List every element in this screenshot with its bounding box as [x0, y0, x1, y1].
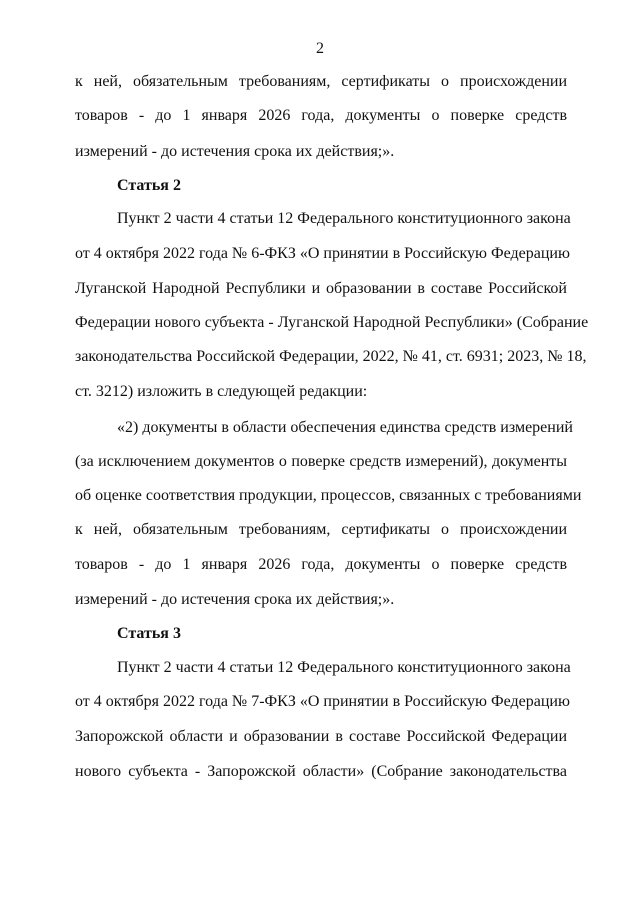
- top-fragment-line-3: измерений - до истечения срока их действия;».: [75, 143, 395, 160]
- article-3-heading: Статья 3: [117, 625, 181, 642]
- article-2-para-2-line-6: измерений - до истечения срока их действия;».: [75, 591, 395, 608]
- article-2-para-1-line-6: ст. 3212) изложить в следующей редакции:: [75, 383, 368, 400]
- page-number: 2: [316, 40, 324, 57]
- article-2-para-1-line-3: Луганской Народной Республики и образовании в составе Российской: [75, 280, 567, 297]
- top-fragment-line-1: к ней, обязательным требованиям, сертификаты о происхождении: [75, 73, 567, 90]
- article-3-para-1-line-4: нового субъекта - Запорожской области» (Собрание законодательства: [75, 763, 567, 780]
- article-2-para-2-line-3: об оценке соответствия продукции, процессов, связанных с требованиями: [75, 487, 582, 504]
- article-2-heading: Статья 2: [117, 177, 181, 194]
- article-2-para-1-line-5: законодательства Российской Федерации, 2022, № 41, ст. 6931; 2023, № 18,: [75, 348, 587, 365]
- article-2-para-1-line-2: от 4 октября 2022 года № 6-ФКЗ «О принятии в Российскую Федерацию: [75, 245, 570, 262]
- article-2-para-1-line-4: Федерации нового субъекта - Луганской Народной Республики» (Собрание: [75, 314, 589, 331]
- article-3-para-1-line-2: от 4 октября 2022 года № 7-ФКЗ «О принятии в Российскую Федерацию: [75, 693, 570, 710]
- top-fragment-line-2: товаров - до 1 января 2026 года, документы о поверке средств: [75, 107, 567, 124]
- article-2-para-2-line-1: «2) документы в области обеспечения единства средств измерений: [117, 419, 573, 436]
- article-3-para-1-line-3: Запорожской области и образовании в составе Российской Федерации: [75, 728, 567, 745]
- article-2-para-1-line-1: Пункт 2 части 4 статьи 12 Федерального конституционного закона: [117, 210, 571, 227]
- article-2-para-2-line-2: (за исключением документов о поверке средств измерений), документы: [75, 453, 567, 470]
- article-3-para-1-line-1: Пункт 2 части 4 статьи 12 Федерального конституционного закона: [117, 659, 571, 676]
- article-2-para-2-line-5: товаров - до 1 января 2026 года, документы о поверке средств: [75, 556, 567, 573]
- article-2-para-2-line-4: к ней, обязательным требованиям, сертификаты о происхождении: [75, 521, 567, 538]
